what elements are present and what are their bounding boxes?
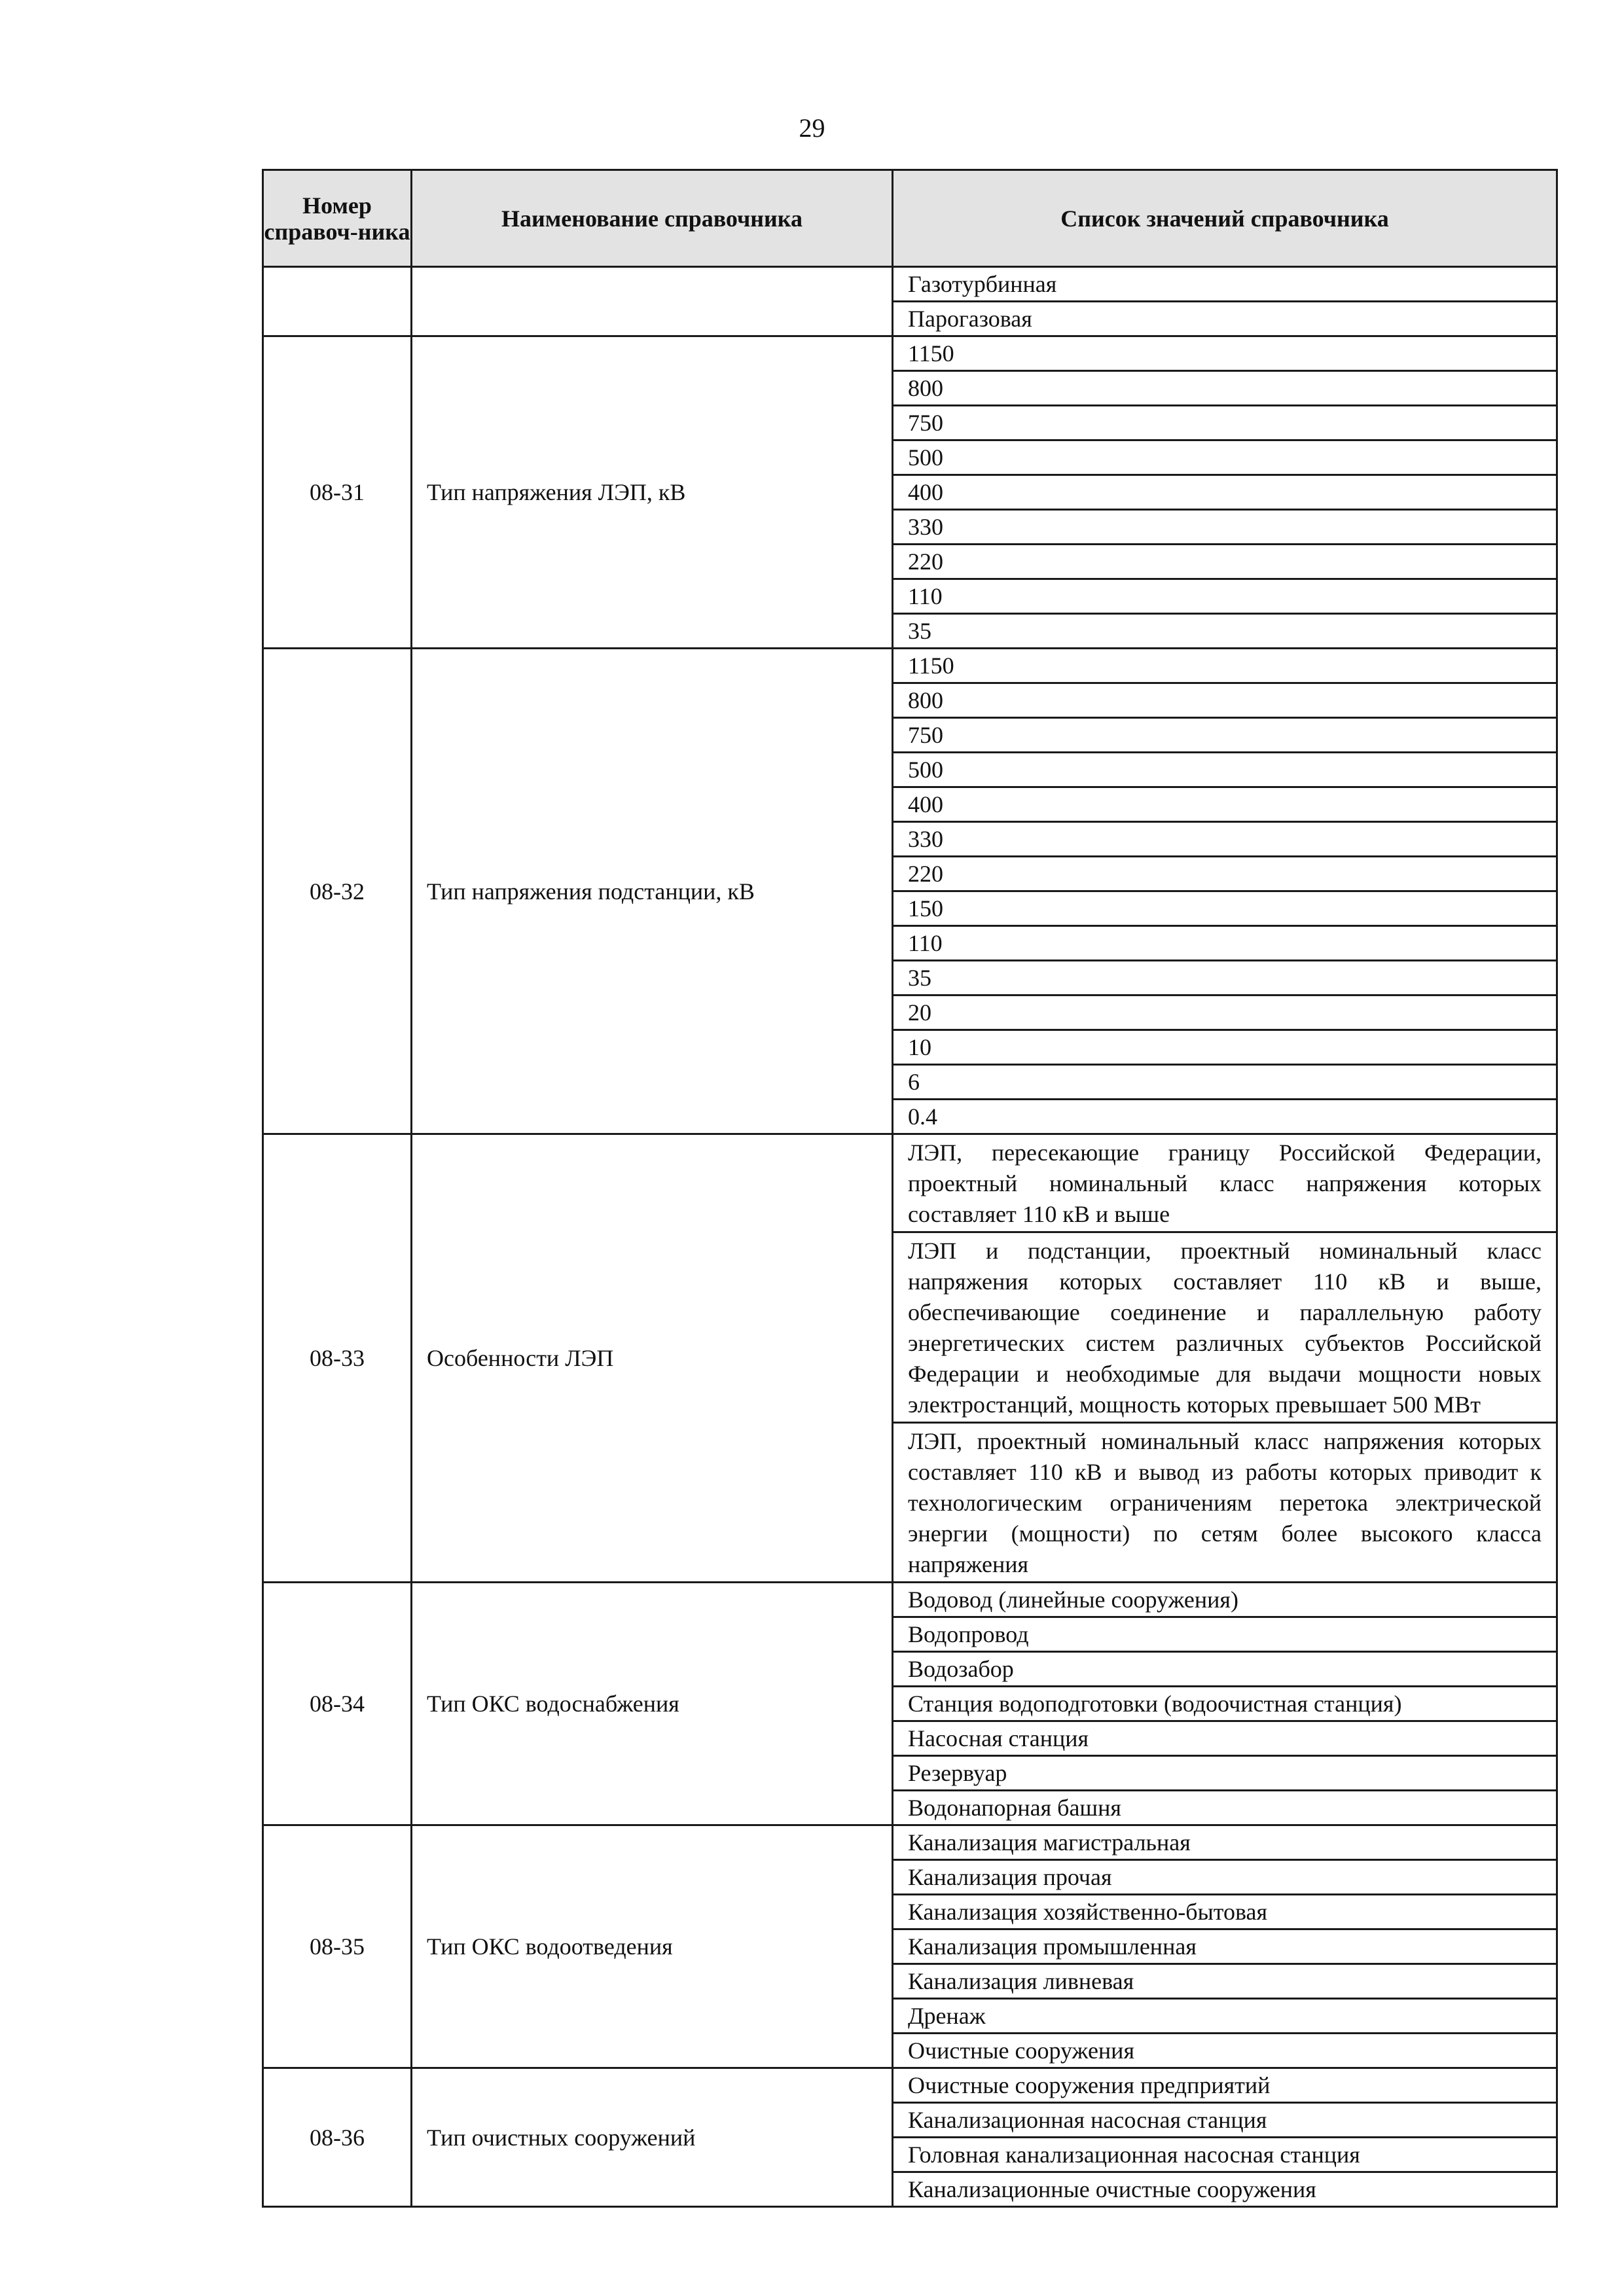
directory-number: 08-35: [263, 1825, 412, 2068]
value-cell: Головная канализационная насосная станция: [893, 2138, 1557, 2172]
directory-name: Тип ОКС водоотведения: [412, 1825, 893, 2068]
value-cell: 1150: [893, 649, 1557, 683]
value-cell: 800: [893, 371, 1557, 406]
value-cell: 400: [893, 787, 1557, 822]
value-cell: 750: [893, 406, 1557, 440]
value-cell: Водозабор: [893, 1652, 1557, 1687]
directory-name: Тип напряжения подстанции, кВ: [412, 649, 893, 1134]
value-cell: Станция водоподготовки (водоочистная станция): [893, 1687, 1557, 1721]
table-row: [263, 1583, 1557, 1617]
directory-name: Тип ОКС водоснабжения: [412, 1583, 893, 1825]
value-cell: Очистные сооружения: [893, 2034, 1557, 2068]
directory-name: Тип очистных сооружений: [412, 2068, 893, 2207]
value-cell: ЛЭП и подстанции, проектный номинальный класс напряжения которых составляет 110 кВ и выше, обеспечивающие соединение и параллельную работу энергетических систем различных субъектов Российской Федерации и необходимые для выдачи мощности новых электростанций, мощность которых превышает 500 МВт: [893, 1232, 1557, 1423]
directory-number: 08-31: [263, 336, 412, 649]
value-cell: 500: [893, 753, 1557, 787]
directory-number: 08-32: [263, 649, 412, 1134]
table-row: [263, 1825, 1557, 1860]
table-row: [263, 649, 1557, 683]
table-row: [263, 1134, 1557, 1232]
value-cell: ЛЭП, пересекающие границу Российской Федерации, проектный номинальный класс напряжения которых составляет 110 кВ и выше: [893, 1134, 1557, 1232]
value-cell: Канализация промышленная: [893, 1929, 1557, 1964]
value-cell: 750: [893, 718, 1557, 753]
value-cell: Газотурбинная: [893, 267, 1557, 302]
page-number: 29: [799, 113, 825, 143]
value-cell: 20: [893, 996, 1557, 1030]
header-name: Наименование справочника: [412, 170, 893, 267]
table-body: [263, 267, 1557, 2207]
value-cell: 110: [893, 579, 1557, 614]
value-cell: 220: [893, 545, 1557, 579]
header-number: Номер справоч-ника: [263, 170, 412, 267]
value-cell: 500: [893, 440, 1557, 475]
directory-number: 08-34: [263, 1583, 412, 1825]
value-cell: 35: [893, 961, 1557, 996]
value-cell: 1150: [893, 336, 1557, 371]
continuation-number-cell: [263, 267, 412, 336]
value-cell: 150: [893, 891, 1557, 926]
value-cell: Водовод (линейные сооружения): [893, 1583, 1557, 1617]
value-cell: 220: [893, 857, 1557, 891]
value-cell: 400: [893, 475, 1557, 510]
value-cell: Насосная станция: [893, 1721, 1557, 1756]
continuation-name-cell: [412, 267, 893, 336]
value-cell: ЛЭП, проектный номинальный класс напряжения которых составляет 110 кВ и вывод из работы которых приводит к технологическим ограничениям перетока электрической энергии (мощности) по сетям более высокого класса напряжения: [893, 1423, 1557, 1583]
value-cell: Очистные сооружения предприятий: [893, 2068, 1557, 2103]
value-cell: Канализационные очистные сооружения: [893, 2172, 1557, 2207]
value-cell: Резервуар: [893, 1756, 1557, 1791]
value-cell: Водопровод: [893, 1617, 1557, 1652]
value-cell: 0.4: [893, 1100, 1557, 1134]
directory-number: 08-36: [263, 2068, 412, 2207]
value-cell: 800: [893, 683, 1557, 718]
value-cell: 330: [893, 822, 1557, 857]
value-cell: Канализация ливневая: [893, 1964, 1557, 1999]
directory-name: Тип напряжения ЛЭП, кВ: [412, 336, 893, 649]
value-cell: 35: [893, 614, 1557, 649]
value-cell: 110: [893, 926, 1557, 961]
value-cell: Канализационная насосная станция: [893, 2103, 1557, 2138]
value-cell: Водонапорная башня: [893, 1791, 1557, 1825]
value-cell: Дренаж: [893, 1999, 1557, 2034]
value-cell: 330: [893, 510, 1557, 545]
value-cell: Канализация хозяйственно-бытовая: [893, 1895, 1557, 1929]
table-row: [263, 336, 1557, 371]
value-cell: 10: [893, 1030, 1557, 1065]
value-cell: Парогазовая: [893, 302, 1557, 336]
value-cell: Канализация магистральная: [893, 1825, 1557, 1860]
table-header-row: [263, 170, 1557, 267]
directory-number: 08-33: [263, 1134, 412, 1583]
reference-table: [262, 169, 1558, 2208]
table-row: [263, 2068, 1557, 2103]
header-values: Список значений справочника: [893, 170, 1557, 267]
directory-name: Особенности ЛЭП: [412, 1134, 893, 1583]
value-cell: 6: [893, 1065, 1557, 1100]
value-cell: Канализация прочая: [893, 1860, 1557, 1895]
table-row: [263, 267, 1557, 302]
